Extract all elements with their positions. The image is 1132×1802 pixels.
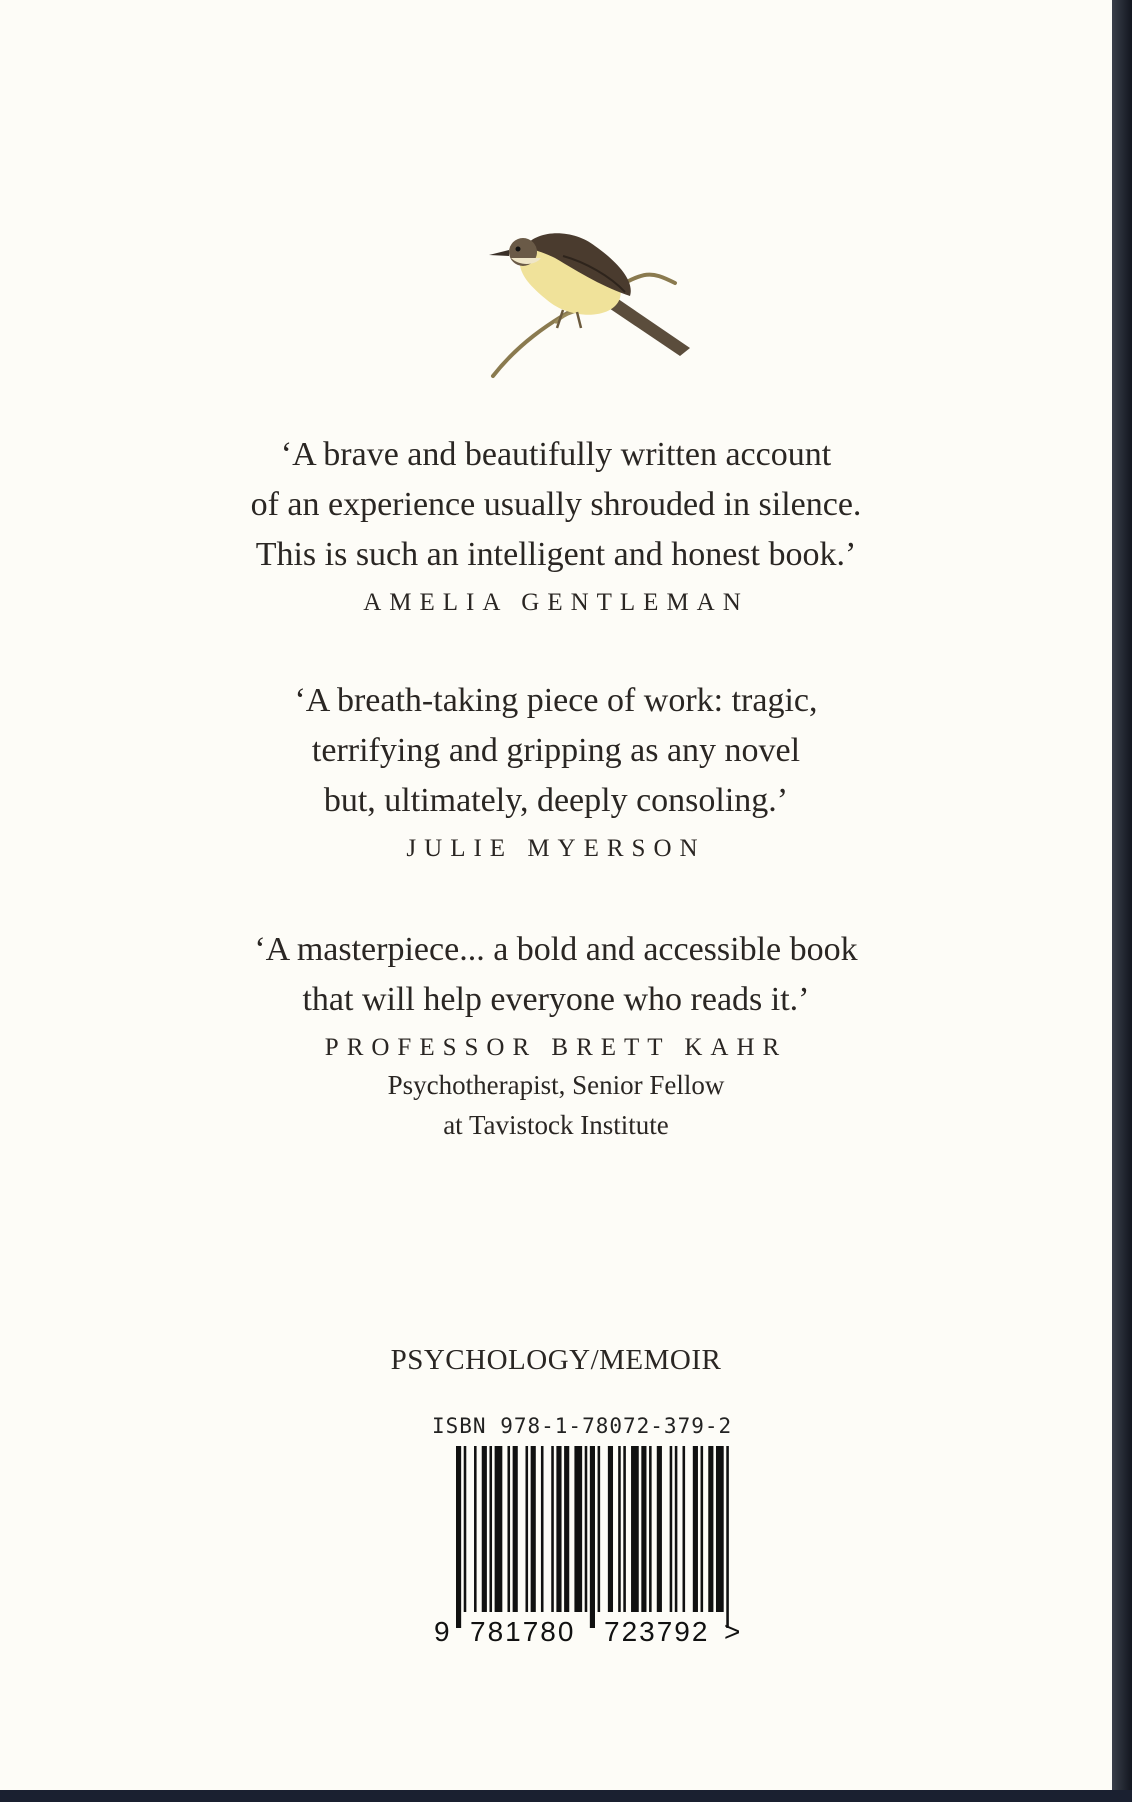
barcode-bar — [551, 1446, 554, 1612]
book-category: PSYCHOLOGY/MEMOIR — [390, 1344, 722, 1376]
barcode-bar — [513, 1446, 518, 1612]
barcode-bar — [726, 1446, 729, 1628]
author-credential: Psychotherapist, Senior Fellow at Tavistock Institute — [387, 1070, 725, 1140]
barcode-bar — [507, 1446, 510, 1612]
barcode-bar — [564, 1446, 569, 1612]
barcode-bar — [585, 1446, 588, 1612]
barcode-bar — [631, 1446, 639, 1612]
isbn-label: ISBN 978-1-78072-379-2 — [432, 1414, 733, 1438]
review-quote-1 — [0, 430, 1112, 620]
barcode-bar — [495, 1446, 503, 1612]
bird-illustration-icon — [485, 228, 700, 388]
ean-first-digit: 9 — [434, 1616, 450, 1647]
quote-author: PROFESSOR BRETT KAHR — [324, 1034, 788, 1061]
cover-bottom-edge — [0, 1790, 1132, 1802]
barcode-bar — [641, 1446, 646, 1612]
ean-digits — [434, 1616, 746, 1652]
barcode-bar — [618, 1446, 621, 1612]
barcode-bar — [464, 1446, 467, 1612]
barcode-bar — [701, 1446, 704, 1612]
barcode-bar — [683, 1446, 686, 1612]
quote-author: JULIE MYERSON — [406, 835, 706, 862]
barcode-bar — [574, 1446, 582, 1612]
barcode-bar — [541, 1446, 544, 1612]
barcode-bar — [531, 1446, 536, 1612]
barcode-bar — [716, 1446, 724, 1612]
barcode-bar — [623, 1446, 626, 1612]
barcode-bar — [675, 1446, 678, 1612]
barcode-icon — [456, 1446, 734, 1628]
barcode-bar — [456, 1446, 461, 1628]
barcode-bar — [489, 1446, 492, 1612]
barcode-bar — [670, 1446, 673, 1612]
ean-right-group: 723792 — [600, 1616, 713, 1648]
barcode-bar — [708, 1446, 713, 1612]
barcode-bar — [598, 1446, 601, 1612]
quote-text: ‘A brave and beautifully written account of an experience usually shrouded in silence. This is such an intelligent and honest book.’ — [250, 436, 862, 573]
barcode-bar — [526, 1446, 529, 1612]
barcode-bar — [657, 1446, 662, 1612]
review-quote-2 — [0, 676, 1112, 866]
barcode-bar — [649, 1446, 652, 1612]
quote-author: AMELIA GENTLEMAN — [363, 589, 749, 616]
barcode-bar — [482, 1446, 487, 1612]
quote-text: ‘A masterpiece... a bold and accessible book that will help everyone who reads it.’ — [254, 931, 858, 1018]
barcode-bar — [590, 1446, 595, 1628]
barcode-bar — [474, 1446, 477, 1612]
barcode-bar — [693, 1446, 698, 1612]
quote-text: ‘A breath-taking piece of work: tragic, terrifying and gripping as any novel but, ultimately, deeply consoling.’ — [294, 682, 818, 819]
ean-arrow: > — [724, 1616, 741, 1647]
ean-left-group: 781780 — [466, 1616, 579, 1648]
cover-right-edge — [1112, 0, 1132, 1802]
barcode-bar — [608, 1446, 613, 1612]
isbn-barcode — [428, 1414, 748, 1654]
review-quote-3 — [0, 925, 1112, 1145]
barcode-bar — [556, 1446, 561, 1612]
